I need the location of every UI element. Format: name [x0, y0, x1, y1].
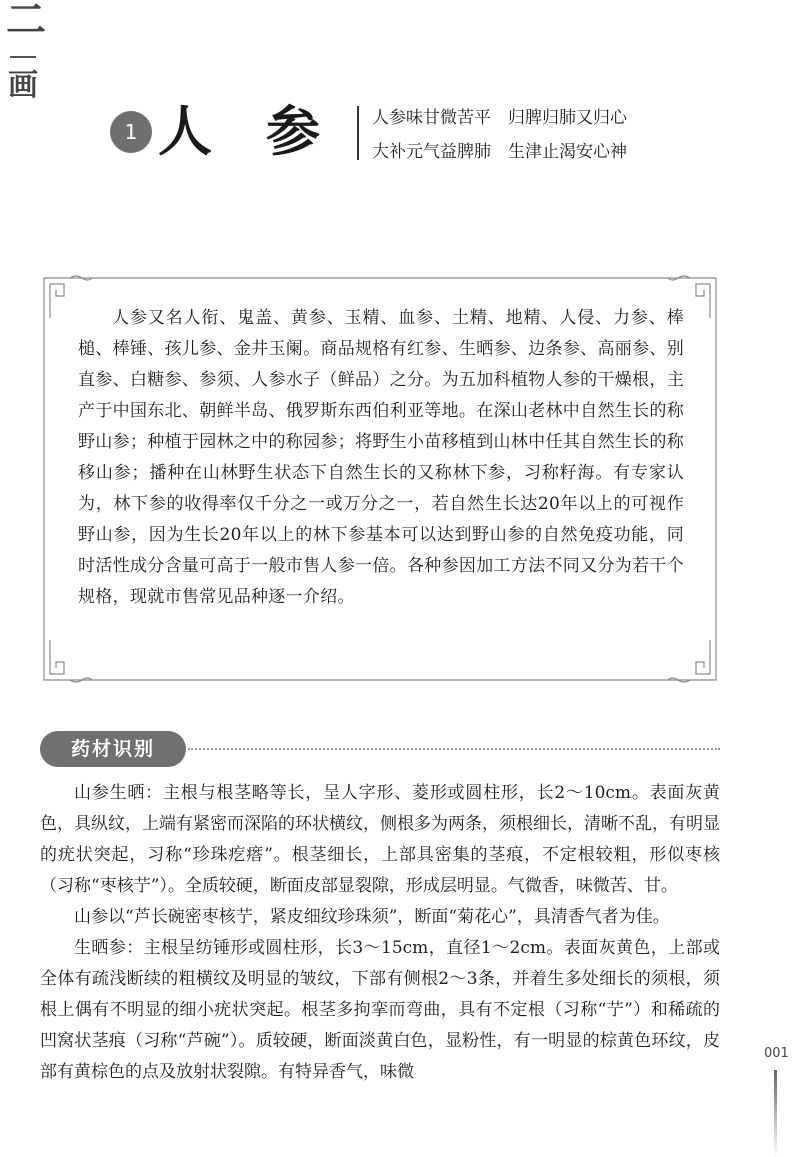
title-char-1: 人 [158, 99, 212, 163]
section-heading-identification: 药材识别 [40, 731, 186, 767]
title-divider [357, 106, 359, 160]
paragraph-wild-ginseng: 山参生晒：主根与根茎略等长，呈人字形、菱形或圆柱形，长2～10cm。表面灰黄色，具纵纹，上端有紧密而深陷的环状横纹，侧根多为两条，须根细长，清晰不乱，有明显的疣状突起，习称“珍珠疙瘩”。根茎细长，上部具密集的茎痕，不定根较粗，形似枣核（习称“枣核艼”）。全质较硬，断面皮部显裂隙，形成层明显。气微香，味微苦、甘。 [40, 783, 720, 896]
intro-text: 人参又名人衔、鬼盖、黄参、玉精、血参、土精、地精、人侵、力参、棒槌、棒锤、孩儿参、金井玉阑。商品规格有红参、生晒参、边条参、高丽参、别直参、白糖参、参须、人参水子（鲜品）之分。为五加科植物人参的干燥根，主产于中国东北、朝鲜半岛、俄罗斯东西伯利亚等地。在深山老林中自然生长的称野山参；种植于园林之中的称园参；将野生小苗移植到山林中任其自然生长的称移山参；播种在山林野生状态下自然生长的又称林下参，习称籽海。有专家认为，林下参的收得率仅千分之一或万分之一，若自然生长达20年以上的可视作野山参，因为生长20年以上的林下参基本可以达到野山参的自然免疫功能，同时活性成分含量可高于一般市售人参一倍。各种参因加工方法不同又分为若干个规格，现就市售常见品种逐一介绍。 [78, 308, 684, 607]
verse-line-2: 大补元气益脾肺 生津止渴安心神 [372, 142, 627, 162]
entry-number-badge: 1 [110, 111, 152, 153]
side-chapter-char-bottom: 画 [8, 68, 38, 103]
paragraph-wild-ginseng-quality: 山参以“芦长碗密枣核艼，紧皮细纹珍珠须”，断面“菊花心”，具清香气者为佳。 [74, 907, 670, 927]
page-number: 001 [764, 1046, 789, 1061]
side-chapter-rule [10, 56, 36, 58]
page-edge-line [774, 1070, 777, 1157]
paragraph-sun-dried-ginseng: 生晒参：主根呈纺锤形或圆柱形，长3～15cm，直径1～2cm。表面灰黄色，上部或全体有疏浅断续的粗横纹及明显的皱纹，下部有侧根2～3条，并着生多处细长的须根，须根上偶有不明显的细小疣状突起。根茎多拘挛而弯曲，具有不定根（习称“艼”）和稀疏的凹窝状茎痕（习称“芦碗”）。质较硬，断面淡黄白色，显粉性，有一明显的棕黄色环纹，皮部有黄棕色的点及放射状裂隙。有特异香气，味微 [40, 938, 720, 1082]
title-char-2: 参 [266, 99, 320, 163]
verse-line-1: 人参味甘微苦平 归脾归肺又归心 [372, 108, 627, 128]
entry-title [158, 96, 320, 166]
body-text [40, 778, 720, 1088]
section-dotted-rule [188, 748, 720, 750]
side-chapter-char-top: 二 [6, 0, 46, 43]
